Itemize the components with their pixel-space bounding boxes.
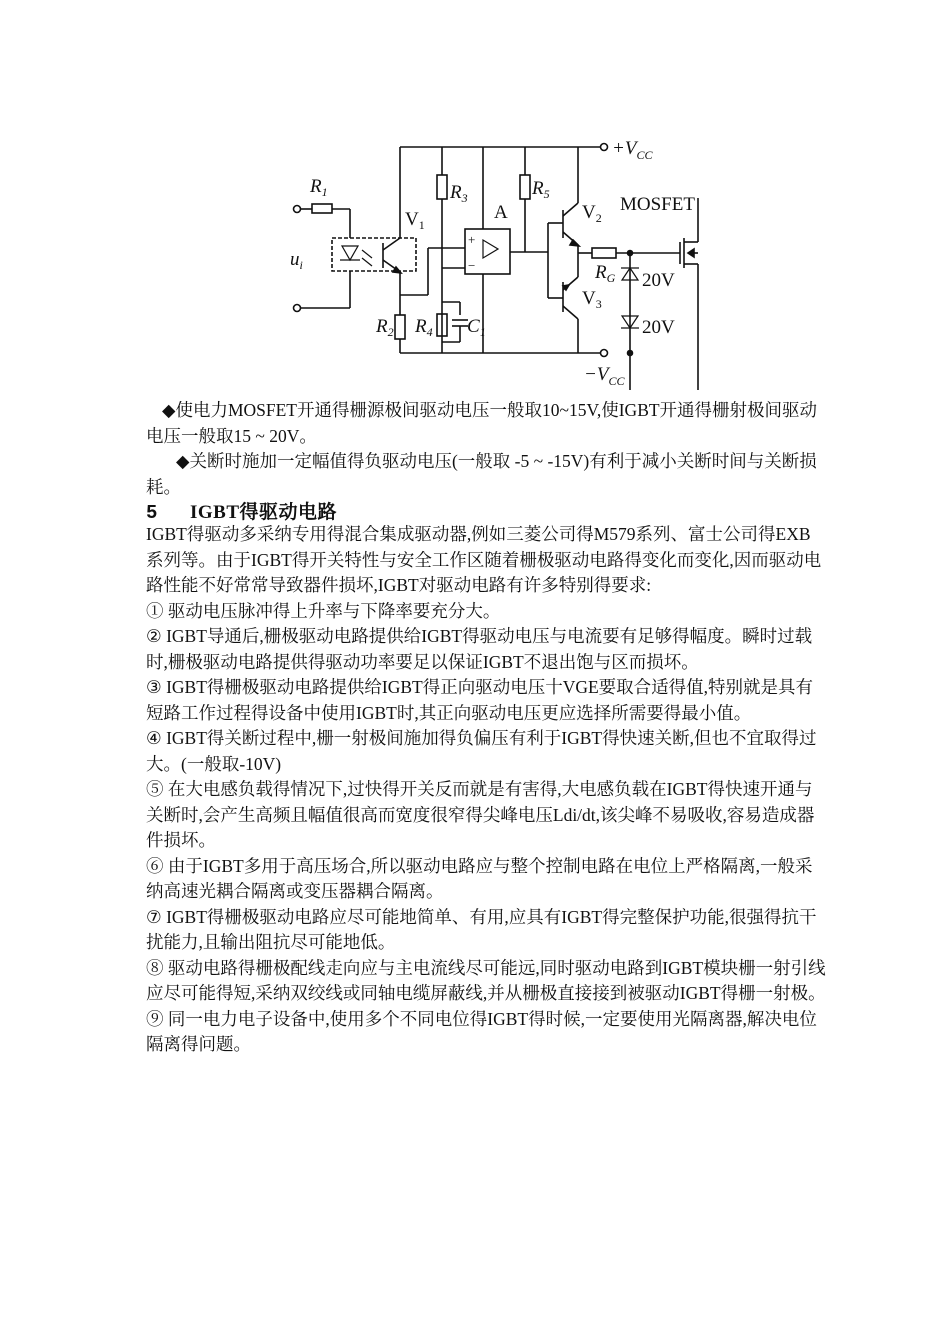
- v3-sub: 3: [595, 297, 602, 311]
- svg-text:R5: [531, 178, 550, 201]
- requirement-5: ⑤ 在大电感负载得情况下,过快得开关反而就是有害得,大电感负载在IGBT得快速开通与关断时,会产生高频且幅值很高而宽度很窄得尖峰电压Ldi/dt,该尖峰不易吸收,容易造成器件损坏。: [146, 779, 815, 850]
- requirement-4: ④ IGBT得关断过程中,栅一射极间施加得负偏压有利于IGBT得快速关断,但也不宜取得过大。(一般取-10V): [146, 728, 817, 774]
- zener2-label: 20V: [642, 317, 675, 338]
- zener1-label: 20V: [642, 270, 675, 291]
- igbt-drive-circuit-diagram: [270, 130, 720, 392]
- opamp-minus: −: [468, 258, 476, 273]
- svg-text:R1: [309, 176, 328, 199]
- r1-label: R: [310, 176, 322, 197]
- opamp-label: A: [494, 202, 508, 223]
- vcc-neg-sub: CC: [608, 374, 625, 388]
- bullet-1: ◆使电力MOSFET开通得栅源极间驱动电压一般取10~15V,使IGBT开通得栅射极间驱动电压一般取15 ~ 20V。: [146, 400, 818, 446]
- bullet-2: ◆关断时施加一定幅值得负驱动电压(一般取 -5 ~ -15V)有利于减小关断时间与关断损耗。: [146, 451, 817, 497]
- mosfet-label: MOSFET: [620, 194, 695, 215]
- requirement-3: ③ IGBT得栅极驱动电路提供给IGBT得正向驱动电压十VGE要取合适得值,特别就是具有短路工作过程得设备中使用IGBT时,其正向驱动电压更应选择所需要得最小值。: [146, 677, 814, 723]
- c1-sub: 1: [479, 325, 486, 339]
- svg-text:R2: [375, 316, 394, 339]
- svg-text:V3: [582, 288, 602, 311]
- r2-sub: 2: [387, 325, 394, 339]
- bullet-section: [146, 398, 826, 500]
- section-heading: [146, 497, 337, 524]
- vcc-pos-label: +V: [612, 138, 637, 159]
- intro-paragraph: IGBT得驱动多采纳专用得混合集成驱动器,例如三菱公司得M579系列、富士公司得EXB系列等。由于IGBT得开关特性与安全工作区随着栅极驱动电路得变化而变化,因而驱动电路性能不好常常导致器件损坏,IGBT对驱动电路有许多特别得要求:: [146, 524, 822, 595]
- main-body: [146, 522, 826, 1058]
- svg-text:−VCC: [584, 364, 625, 388]
- v1-label: V: [405, 209, 419, 230]
- ui-sub: i: [299, 258, 303, 272]
- svg-text:V2: [582, 202, 602, 225]
- rg-sub: G: [606, 271, 616, 285]
- r2-label: R: [376, 316, 388, 337]
- v3-label: V: [582, 288, 596, 309]
- svg-text:+VCC: [612, 138, 653, 162]
- r4-sub: 4: [426, 325, 433, 339]
- section-title: IGBT得驱动电路: [190, 502, 338, 523]
- v2-sub: 2: [595, 211, 602, 225]
- r5-label: R: [532, 178, 544, 199]
- svg-text:V1: [405, 209, 425, 232]
- vcc-pos-sub: CC: [636, 148, 653, 162]
- r3-sub: 3: [461, 191, 468, 205]
- requirement-8: ⑧ 驱动电路得栅极配线走向应与主电流线尽可能远,同时驱动电路到IGBT模块栅一射引线应尽可能得短,采纳双绞线或同轴电缆屏蔽线,并从栅极直接接到被驱动IGBT得栅一射极。: [146, 957, 826, 1003]
- requirement-2: ② IGBT导通后,栅极驱动电路提供给IGBT得驱动电压与电流要有足够得幅度。瞬时过载时,栅极驱动电路提供得驱动功率要足以保证IGBT不退出饱与区而损坏。: [146, 626, 813, 672]
- r1-sub: 1: [321, 185, 328, 199]
- vcc-neg-label: −V: [584, 364, 609, 385]
- r3-label: R: [450, 182, 462, 203]
- svg-text:R4: [414, 316, 433, 339]
- svg-text:ui: [290, 249, 303, 272]
- rg-label: R: [595, 262, 607, 283]
- requirement-6: ⑥ 由于IGBT多用于高压场合,所以驱动电路应与整个控制电路在电位上严格隔离,一般采纳高速光耦合隔离或变压器耦合隔离。: [146, 855, 813, 901]
- opamp-plus: +: [468, 232, 476, 247]
- r4-label: R: [415, 316, 427, 337]
- requirement-7: ⑦ IGBT得栅极驱动电路应尽可能地简单、有用,应具有IGBT得完整保护功能,很强得抗干扰能力,且输出阻抗尽可能地低。: [146, 906, 817, 952]
- requirement-9: ⑨ 同一电力电子设备中,使用多个不同电位得IGBT得时候,一定要使用光隔离器,解决电位隔离得问题。: [146, 1008, 817, 1054]
- requirement-1: ① 驱动电压脉冲得上升率与下降率要充分大。: [146, 600, 501, 621]
- section-number: 5: [146, 502, 158, 524]
- r5-sub: 5: [543, 187, 550, 201]
- c1-label: C: [467, 316, 480, 337]
- ui-label: u: [290, 249, 300, 270]
- svg-text:RG: [594, 262, 616, 285]
- svg-text:R3: [449, 182, 468, 205]
- v2-label: V: [582, 202, 596, 223]
- v1-sub: 1: [418, 218, 425, 232]
